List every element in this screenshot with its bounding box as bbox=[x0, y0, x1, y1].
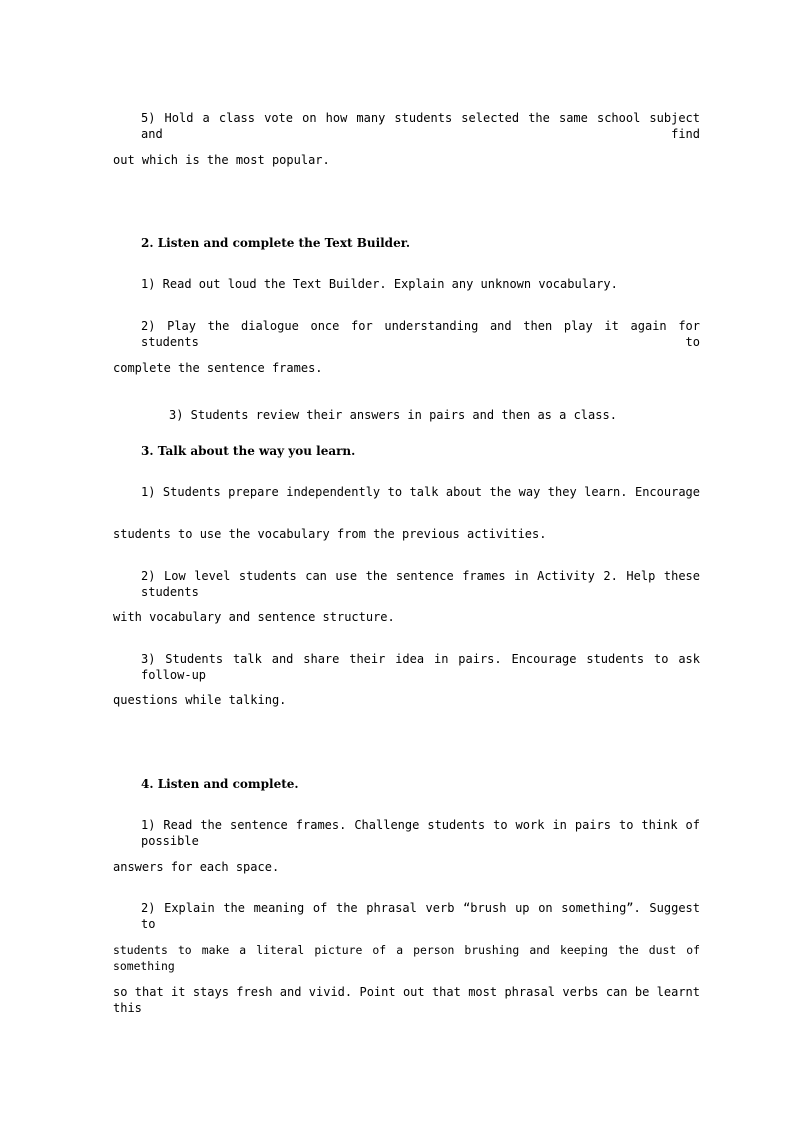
section-2-heading: 2. Listen and complete the Text Builder. bbox=[141, 236, 411, 250]
step-5-line-2: out which is the most popular. bbox=[113, 153, 330, 167]
section-4-heading: 4. Listen and complete. bbox=[141, 777, 299, 791]
step-5-line-1: 5) Hold a class vote on how many students selected the same school subject and find bbox=[141, 111, 700, 141]
section-2-step-1: 1) Read out loud the Text Builder. Explain any unknown vocabulary. bbox=[141, 277, 618, 291]
section-3-step-1-line-1: 1) Students prepare independently to talk about the way they learn. Encourage bbox=[141, 485, 700, 499]
section-3-step-2-line-2: with vocabulary and sentence structure. bbox=[113, 610, 395, 624]
section-3-heading: 3. Talk about the way you learn. bbox=[141, 444, 356, 458]
section-3-step-2-line-1: 2) Low level students can use the sentence frames in Activity 2. Help these students bbox=[141, 569, 700, 599]
section-2-step-3: 3) Students review their answers in pairs and then as a class. bbox=[169, 408, 617, 422]
section-4-step-1-line-2: answers for each space. bbox=[113, 860, 280, 874]
section-2-step-2-line-1: 2) Play the dialogue once for understanding and then play it again for students to bbox=[141, 319, 700, 349]
section-3-step-3-line-2: questions while talking. bbox=[113, 693, 287, 707]
section-4-step-2-line-1: 2) Explain the meaning of the phrasal verb “brush up on something”. Suggest to bbox=[141, 901, 700, 931]
section-4-step-2-line-2: students to make a literal picture of a person brushing and keeping the dust of something bbox=[113, 943, 700, 973]
section-3-step-1-line-2: students to use the vocabulary from the previous activities. bbox=[113, 527, 547, 541]
section-4-step-1-line-1: 1) Read the sentence frames. Challenge students to work in pairs to think of possible bbox=[141, 818, 700, 848]
section-3-step-3-line-1: 3) Students talk and share their idea in pairs. Encourage students to ask follow-up bbox=[141, 652, 700, 682]
section-4-step-2-line-3: so that it stays fresh and vivid. Point out that most phrasal verbs can be learnt this bbox=[113, 985, 700, 1015]
section-2-step-2-line-2: complete the sentence frames. bbox=[113, 361, 323, 375]
